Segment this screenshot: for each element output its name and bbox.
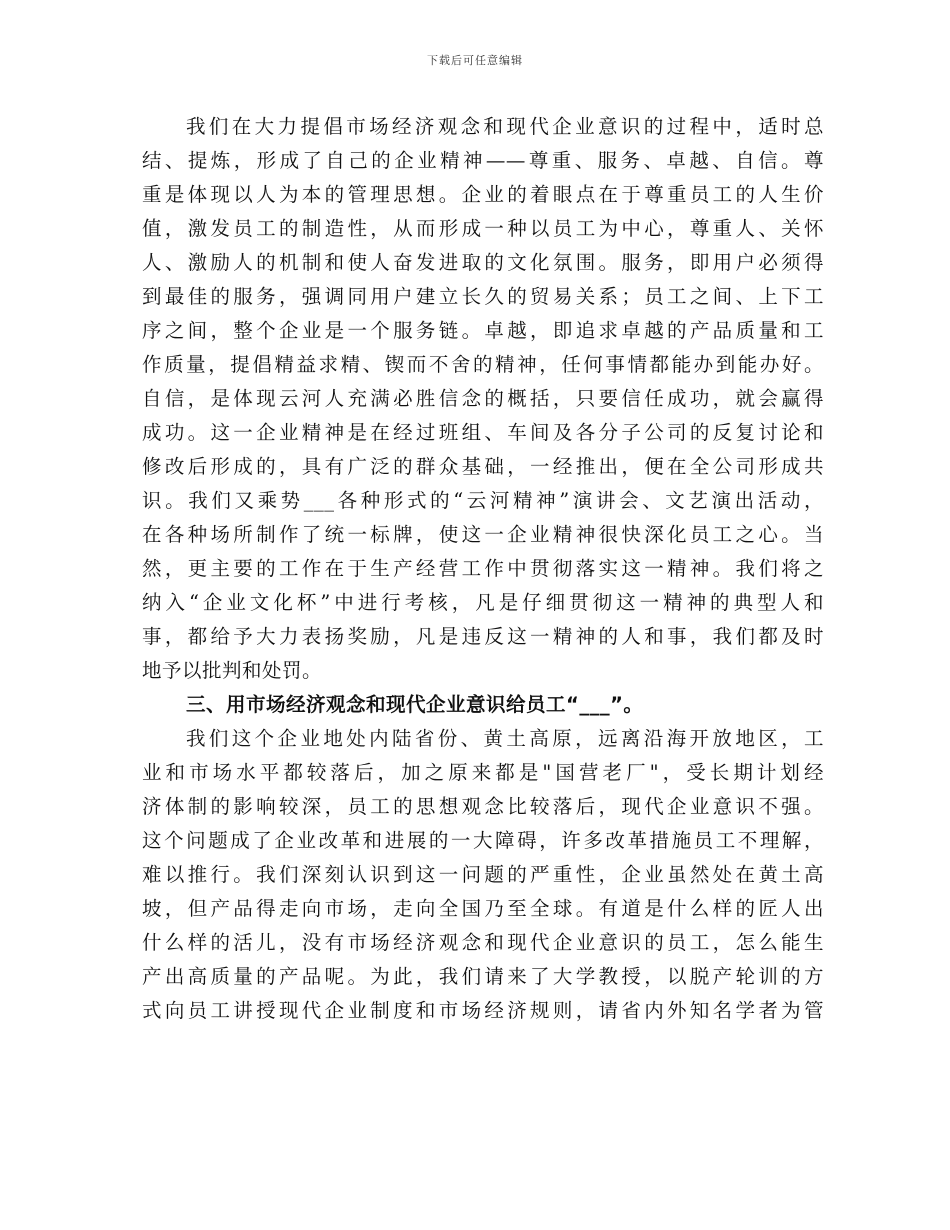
paragraph-employee-awareness xyxy=(142,722,824,1028)
text-line: 坡，但产品得走向市场，走向全国乃至全球。有道是什么样的匠人出 xyxy=(142,897,824,920)
text-line: 到最佳的服务，强调同用户建立长久的贸易关系；员工之间、上下工 xyxy=(142,285,824,308)
text-line: 济体制的影响较深，员工的思想观念比较落后，现代企业意识不强。 xyxy=(142,795,824,818)
text-line: 难以推行。我们深刻认识到这一问题的严重性，企业虽然处在黄土高 xyxy=(142,863,824,886)
text-line: 地予以批判和处罚。 xyxy=(142,659,323,682)
section-heading: 三、用市场经济观念和现代企业意识给员工“___”。 xyxy=(186,693,644,716)
text-line: 产出高质量的产品呢。为此，我们请来了大学教授，以脱产轮训的方 xyxy=(142,965,824,988)
text-line: 自信，是体现云河人充满必胜信念的概括，只要信任成功，就会赢得 xyxy=(142,387,824,410)
text-line: 值，激发员工的制造性，从而形成一种以员工为中心，尊重人、关怀 xyxy=(142,217,824,240)
text-line: 修改后形成的，具有广泛的群众基础，一经推出，便在全公司形成共 xyxy=(142,455,824,478)
text-line: 业和市场水平都较落后，加之原来都是"国营老厂"，受长期计划经 xyxy=(142,761,824,784)
text-line: 这个问题成了企业改革和进展的一大障碍，许多改革措施员工不理解， xyxy=(142,829,824,852)
text-line: 识。我们又乘势___各种形式的“云河精神”演讲会、文艺演出活动， xyxy=(142,489,824,512)
text-line: 人、激励人的机制和使人奋发进取的文化氛围。服务，即用户必须得 xyxy=(142,251,824,274)
paragraph-enterprise-spirit xyxy=(142,110,824,688)
text-line: 序之间，整个企业是一个服务链。卓越，即追求卓越的产品质量和工 xyxy=(142,319,824,342)
text-line: 成功。这一企业精神是在经过班组、车间及各分子公司的反复讨论和 xyxy=(142,421,824,444)
text-line: 重是体现以人为本的管理思想。企业的着眼点在于尊重员工的人生价 xyxy=(142,183,824,206)
text-line: 我们在大力提倡市场经济观念和现代企业意识的过程中，适时总 xyxy=(186,115,824,138)
text-line: 事，都给予大力表扬奖励，凡是违反这一精神的人和事，我们都及时 xyxy=(142,625,824,648)
text-line: 然，更主要的工作在于生产经营工作中贯彻落实这一精神。我们将之 xyxy=(142,557,824,580)
text-line: 什么样的活儿，没有市场经济观念和现代企业意识的员工，怎么能生 xyxy=(142,931,824,954)
text-line: 作质量，提倡精益求精、锲而不舍的精神，任何事情都能办到能办好。 xyxy=(142,353,824,376)
text-line: 我们这个企业地处内陆省份、黄土高原，远离沿海开放地区，工 xyxy=(186,727,824,750)
page-header: 下载后可任意编辑 xyxy=(427,54,523,67)
document-body xyxy=(142,110,824,1028)
text-line: 式向员工讲授现代企业制度和市场经济规则，请省内外知名学者为管 xyxy=(142,999,824,1022)
text-line: 结、提炼，形成了自己的企业精神——尊重、服务、卓越、自信。尊 xyxy=(142,149,824,172)
text-line: 纳入“企业文化杯”中进行考核，凡是仔细贯彻这一精神的典型人和 xyxy=(142,591,824,614)
text-line: 在各种场所制作了统一标牌，使这一企业精神很快深化员工之心。当 xyxy=(142,523,824,546)
